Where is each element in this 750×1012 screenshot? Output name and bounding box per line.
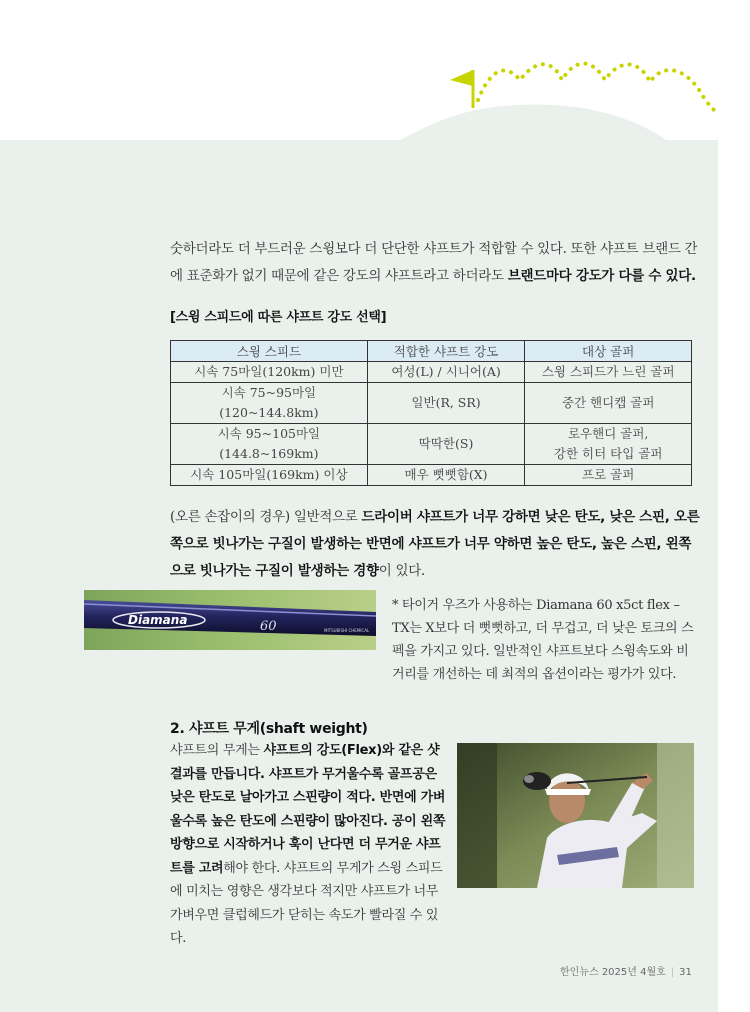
table-title: [스윙 스피드에 따른 샤프트 강도 선택] bbox=[170, 310, 387, 325]
cell-speed bbox=[171, 383, 368, 424]
weight-text-1: 샤프트의 무게는 bbox=[170, 743, 264, 758]
tendency-tail: 이 있다. bbox=[378, 563, 425, 579]
tendency-lead: (오른 손잡이의 경우) 일반적으로 bbox=[170, 509, 362, 525]
cell-speed-line1: 시속 95~105마일 bbox=[217, 426, 321, 441]
page-number: 31 bbox=[679, 967, 692, 978]
cell-speed: 시속 75마일(120km) 미만 bbox=[171, 362, 368, 383]
cell-golfer-line1: 로우핸디 골퍼, bbox=[567, 426, 649, 441]
cell-speed bbox=[171, 424, 368, 465]
weight-text-2: 해야 한다. 샤프트의 무게가 스윙 스피드에 미치는 영향은 생각보다 적지만 샤프트가 너무 가벼우면 클럽헤드가 닫히는 속도가 빨라질 수 있다. bbox=[170, 860, 443, 946]
cell-golfer: 프로 골퍼 bbox=[525, 465, 692, 486]
table-row bbox=[171, 424, 692, 465]
cell-speed-line1: 시속 75~95마일 bbox=[221, 385, 317, 400]
intro-bold-text: 브랜드마다 강도가 다를 수 있다. bbox=[507, 268, 696, 284]
footer-publication: 한인뉴스 2025년 4월호 bbox=[560, 967, 666, 978]
shaft-maker-text: MITSUBISHI CHEMICAL bbox=[324, 628, 370, 633]
table-row bbox=[171, 362, 692, 383]
cell-golfer-line2: 강한 히터 타입 골퍼 bbox=[553, 446, 663, 461]
cell-flex: 딱딱한(S) bbox=[367, 424, 525, 465]
cell-flex: 매우 뻣뻣함(X) bbox=[367, 465, 525, 486]
cell-flex: 여성(L) / 시니어(A) bbox=[367, 362, 525, 383]
table-header-row bbox=[171, 341, 692, 362]
shaft-model-text: 60 bbox=[260, 619, 277, 634]
tendency-bold: 드라이버 샤프트가 너무 강하면 낮은 탄도, 낮은 스핀, 오른쪽으로 빗나가는 구질이 발생하는 반면에 샤프트가 너무 약하면 높은 탄도, 높은 스핀, 왼쪽으로 빗나가는 구질이 발생하는 경향 bbox=[170, 509, 700, 579]
footer-divider: | bbox=[670, 967, 675, 978]
golf-flag-decoration bbox=[0, 0, 750, 200]
cell-golfer: 스윙 스피드가 느린 골퍼 bbox=[525, 362, 692, 383]
header-target-golfer: 대상 골퍼 bbox=[525, 341, 692, 362]
intro-text: 숫하더라도 더 부드러운 스윙보다 더 단단한 샤프트가 적합할 수 있다. 또한 샤프트 브랜드 간에 표준화가 없기 때문에 같은 강도의 샤프트라고 하더라도 bbox=[170, 241, 698, 284]
golfer-photo bbox=[457, 743, 694, 888]
cell-flex: 일반(R, SR) bbox=[367, 383, 525, 424]
swing-speed-table bbox=[170, 340, 692, 486]
cell-speed-line2: (120~144.8km) bbox=[219, 405, 319, 420]
table-row bbox=[171, 383, 692, 424]
cell-speed-line2: (144.8~169km) bbox=[219, 446, 319, 461]
section-heading: 2. 샤프트 무게(shaft weight) bbox=[170, 721, 368, 737]
cell-golfer: 중간 핸디캡 골퍼 bbox=[525, 383, 692, 424]
intro-paragraph bbox=[170, 236, 700, 290]
shaft-caption: * 타이거 우즈가 사용하는 Diamana 60 x5ct flex – TX는 X보다 더 뻣뻣하고, 더 무겁고, 더 낮은 토크의 스펙을 가지고 있다. 일반적인 샤프트보다 스윙속도와 비거리를 개선하는 데 최적의 옵션이라는 평가가 있다. bbox=[392, 598, 694, 682]
table-row bbox=[171, 465, 692, 486]
shaft-brand-text: Diamana bbox=[128, 613, 188, 627]
header-swing-speed: 스윙 스피드 bbox=[171, 341, 368, 362]
header-shaft-flex: 적합한 샤프트 강도 bbox=[367, 341, 525, 362]
weight-bold: 샤프트의 강도(Flex)와 같은 샷 결과를 만듭니다. 샤프트가 무거울수록 골프공은 낮은 탄도로 날아가고 스핀량이 적다. 반면에 가벼울수록 높은 탄도에 스핀량이 많아진다. 공이 왼쪽 방향으로 시작하거나 훅이 난다면 더 무거운 샤프트를 고려 bbox=[170, 743, 446, 876]
shaft-weight-paragraph bbox=[170, 739, 448, 951]
cell-golfer bbox=[525, 424, 692, 465]
tendency-paragraph bbox=[170, 504, 700, 585]
diamana-shaft-image bbox=[84, 590, 376, 650]
page-footer bbox=[560, 963, 692, 978]
cell-speed: 시속 105마일(169km) 이상 bbox=[171, 465, 368, 486]
